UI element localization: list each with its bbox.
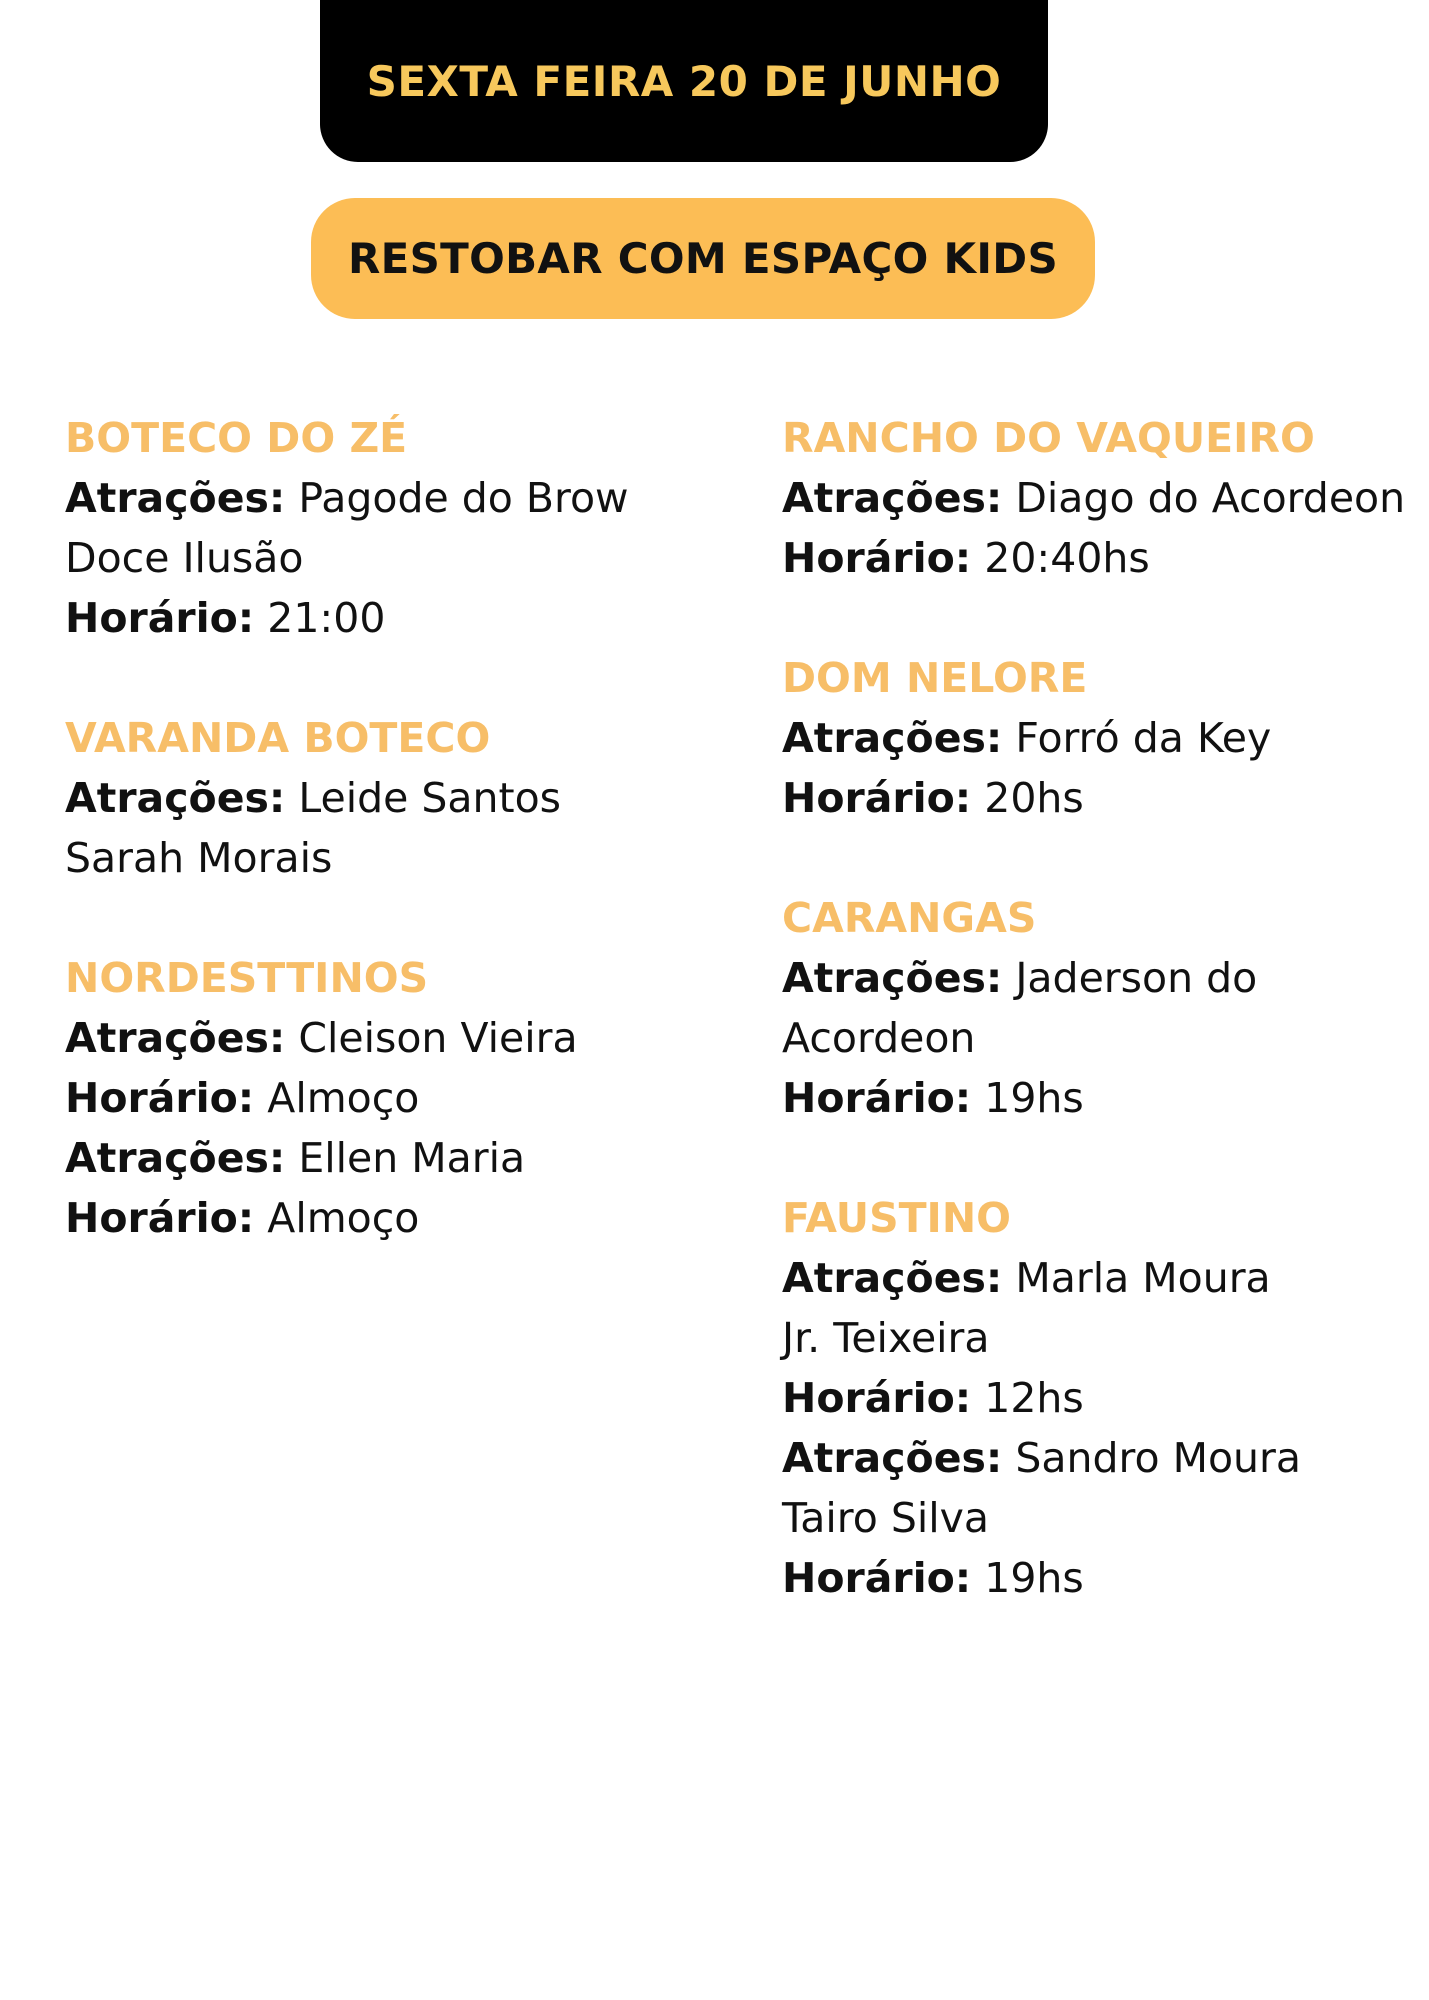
- time-value: Almoço: [267, 1074, 420, 1122]
- attractions-line: [782, 948, 1422, 1008]
- venue-faustino: [782, 1188, 1422, 1608]
- time-label: Horário:: [65, 1074, 255, 1122]
- attractions-line: [782, 708, 1422, 768]
- attraction-name: Doce Ilusão: [65, 534, 304, 582]
- time-line: [782, 768, 1422, 828]
- attraction-name: Ellen Maria: [298, 1134, 526, 1182]
- time-line: [65, 588, 745, 648]
- attraction-name: Leide Santos: [298, 774, 562, 822]
- time-line: [65, 1188, 745, 1248]
- venue-name: DOM NELORE: [782, 654, 1088, 702]
- time-label: Horário:: [65, 1194, 255, 1242]
- continuation-line: [782, 1308, 1422, 1368]
- attractions-line: [782, 1248, 1422, 1308]
- venue-nordesttinos: [65, 948, 745, 1248]
- continuation-line: [782, 1008, 1422, 1068]
- time-value: 19hs: [984, 1074, 1084, 1122]
- time-line: [782, 1368, 1422, 1428]
- time-value: Almoço: [267, 1194, 420, 1242]
- attraction-name: Pagode do Brow: [298, 474, 629, 522]
- continuation-line: [65, 528, 745, 588]
- venue-name: RANCHO DO VAQUEIRO: [782, 414, 1315, 462]
- attractions-label: Atrações:: [782, 474, 1003, 522]
- attractions-label: Atrações:: [65, 1134, 286, 1182]
- time-label: Horário:: [782, 1374, 972, 1422]
- continuation-line: [65, 828, 745, 888]
- attractions-label: Atrações:: [782, 954, 1003, 1002]
- time-label: Horário:: [782, 774, 972, 822]
- time-value: 21:00: [267, 594, 386, 642]
- category-pill: [311, 198, 1095, 319]
- attractions-line: [65, 1128, 745, 1188]
- time-label: Horário:: [782, 1074, 972, 1122]
- attractions-label: Atrações:: [782, 1434, 1003, 1482]
- attractions-label: Atrações:: [65, 774, 286, 822]
- attraction-name: Sandro Moura: [1015, 1434, 1302, 1482]
- left-column: [65, 408, 745, 1308]
- attraction-name: Sarah Morais: [65, 834, 333, 882]
- venue-varanda-boteco: [65, 708, 745, 888]
- continuation-line: [782, 1488, 1422, 1548]
- venue-name: NORDESTTINOS: [65, 954, 429, 1002]
- attraction-name: Cleison Vieira: [298, 1014, 578, 1062]
- venue-name: FAUSTINO: [782, 1194, 1011, 1242]
- attraction-name: Acordeon: [782, 1014, 976, 1062]
- category-title: RESTOBAR COM ESPAÇO KIDS: [347, 234, 1059, 283]
- attractions-line: [65, 768, 745, 828]
- time-line: [65, 1068, 745, 1128]
- attractions-label: Atrações:: [65, 1014, 286, 1062]
- right-column: [782, 408, 1422, 1668]
- time-label: Horário:: [782, 1554, 972, 1602]
- time-line: [782, 1068, 1422, 1128]
- venue-name: CARANGAS: [782, 894, 1037, 942]
- attraction-name: Jr. Teixeira: [782, 1314, 990, 1362]
- time-value: 20hs: [984, 774, 1084, 822]
- venue-dom-nelore: [782, 648, 1422, 828]
- attractions-line: [65, 468, 745, 528]
- time-line: [782, 528, 1422, 588]
- attraction-name: Jaderson do: [1015, 954, 1258, 1002]
- attractions-line: [782, 468, 1422, 528]
- attractions-label: Atrações:: [65, 474, 286, 522]
- attractions-label: Atrações:: [782, 714, 1003, 762]
- time-value: 12hs: [984, 1374, 1084, 1422]
- attraction-name: Diago do Acordeon: [1015, 474, 1406, 522]
- attractions-line: [65, 1008, 745, 1068]
- attractions-label: Atrações:: [782, 1254, 1003, 1302]
- venue-boteco-do-ze: [65, 408, 745, 648]
- attractions-line: [782, 1428, 1422, 1488]
- venue-name: VARANDA BOTECO: [65, 714, 491, 762]
- venue-carangas: [782, 888, 1422, 1128]
- time-label: Horário:: [65, 594, 255, 642]
- venue-rancho-do-vaqueiro: [782, 408, 1422, 588]
- attraction-name: Marla Moura: [1015, 1254, 1271, 1302]
- date-title: SEXTA FEIRA 20 DE JUNHO: [366, 56, 1002, 106]
- attraction-name: Tairo Silva: [782, 1494, 990, 1542]
- time-line: [782, 1548, 1422, 1608]
- venue-name: BOTECO DO ZÉ: [65, 414, 408, 462]
- time-value: 20:40hs: [984, 534, 1150, 582]
- time-value: 19hs: [984, 1554, 1084, 1602]
- time-label: Horário:: [782, 534, 972, 582]
- date-banner: [320, 0, 1048, 162]
- attraction-name: Forró da Key: [1015, 714, 1272, 762]
